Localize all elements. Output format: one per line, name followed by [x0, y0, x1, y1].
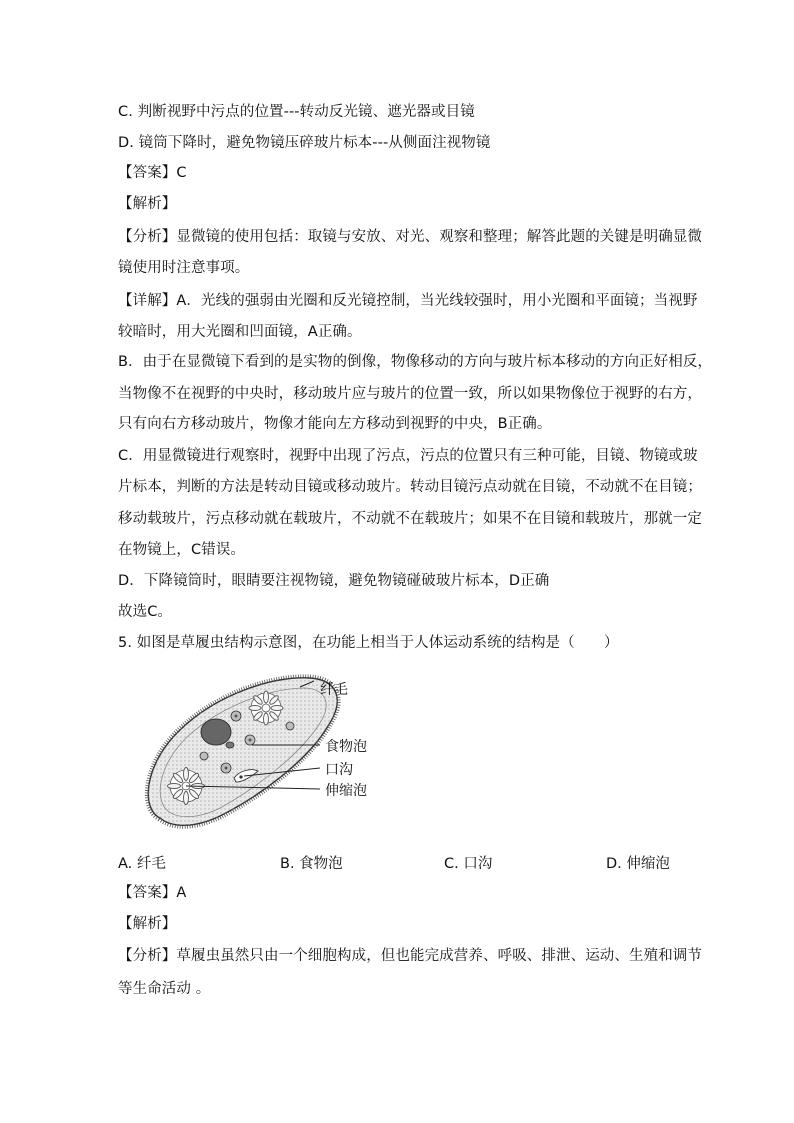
contractile-vacuole-upper [249, 691, 283, 725]
analysis-text-2: 镜使用时注意事项。 [118, 260, 250, 276]
option-d-line: D. 镜筒下降时，避免物镜压碎玻片标本---从侧面注视物镜 [118, 135, 491, 151]
detail-text-3: B．由于在显微镜下看到的是实物的倒像，物像移动的方向与玻片标本移动的方向正好相反， [118, 354, 713, 370]
analysis-heading: 【解析】 [118, 196, 177, 212]
detail-text-4: 当物像不在视野的中央时，移动玻片应与玻片的位置一致，所以如果物像位于视野的右方， [118, 386, 702, 402]
macronucleus [201, 719, 231, 745]
paramecium-diagram [140, 668, 380, 838]
question-5-stem: 5. 如图是草履虫结构示意图，在功能上相当于人体运动系统的结构是（ ） [118, 635, 619, 651]
label-food-vacuole: 食物泡 [325, 739, 367, 755]
analysis-5-text-2: 等生命活动 。 [118, 981, 211, 997]
micronucleus [226, 742, 234, 748]
detail-text-7: 片标本，判断的方法是转动目镜或移动玻片。转动目镜污点动就在目镜，不动就不在目镜； [118, 479, 702, 495]
detail-text-5: 只有向右方移动玻片，物像才能向左方移动到视野的中央，B正确。 [118, 416, 552, 432]
answer-5-line: 【答案】A [118, 885, 187, 901]
option-b: B. 食物泡 [280, 856, 343, 872]
analysis-5-heading: 【解析】 [118, 916, 177, 932]
detail-text-6: C．用显微镜进行观察时，视野中出现了污点，污点的位置只有三种可能，目镜、物镜或玻 [118, 448, 698, 464]
option-a: A. 纤毛 [118, 856, 166, 872]
option-d: D. 伸缩泡 [606, 856, 670, 872]
answer-options [118, 852, 678, 872]
detail-text-2: 较暗时，用大光圈和凹面镜，A正确。 [118, 324, 362, 340]
label-cilia: 纤毛 [320, 682, 348, 698]
answer-line: 【答案】C [118, 165, 187, 181]
option-c-line: C. 判断视野中污点的位置---转动反光镜、遮光器或目镜 [118, 104, 475, 120]
conclusion-line: 故选C。 [118, 604, 173, 620]
label-oral-groove: 口沟 [325, 762, 353, 778]
detail-text-10: D．下降镜筒时，眼睛要注视物镜，避免物镜碰破玻片标本，D正确 [118, 573, 550, 589]
option-c: C. 口沟 [444, 856, 493, 872]
detail-text-1: 【详解】A．光线的强弱由光圈和反光镜控制，当光线较强时，用小光圈和平面镜；当视野 [118, 293, 698, 309]
label-contractile-vacuole: 伸缩泡 [325, 783, 367, 799]
analysis-5-text-1: 【分析】草履虫虽然只由一个细胞构成，但也能完成营养、呼吸、排泄、运动、生殖和调节 [118, 948, 702, 964]
analysis-text-1: 【分析】显微镜的使用包括：取镜与安放、对光、观察和整理；解答此题的关键是明确显微 [118, 229, 702, 245]
detail-text-8: 移动载玻片，污点移动就在载玻片，不动就不在载玻片；如果不在目镜和载玻片，那就一定 [118, 511, 702, 527]
detail-text-9: 在物镜上，C错误。 [118, 542, 246, 558]
